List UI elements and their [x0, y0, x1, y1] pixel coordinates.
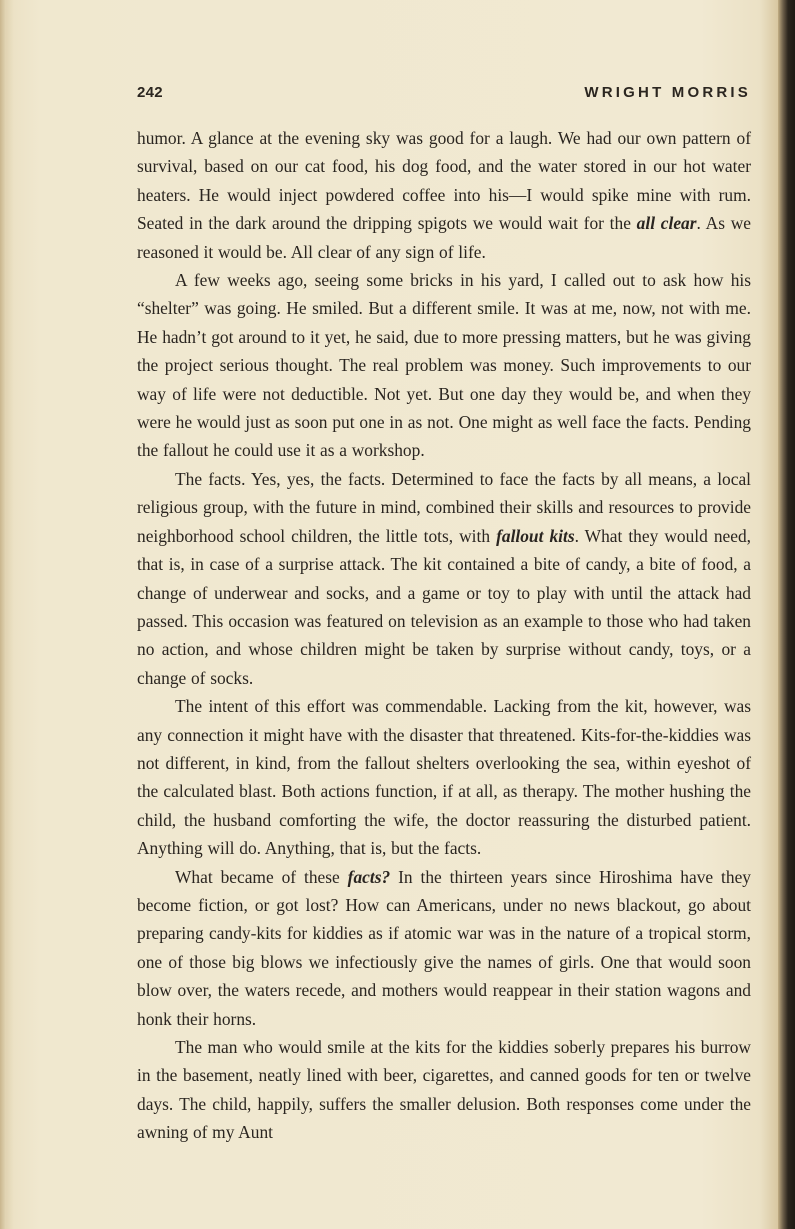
paragraph-1-text-a: humor. A glance at the evening sky was good for a laugh. We had our own pattern of survival, based on our cat food, his dog food, and the water stored in our hot water heaters. He would inject powdered coffee into his—I would spike mine with rum. Seated in the dark around the dripping spigots we would wait for the: [137, 128, 751, 234]
paragraph-1-emphasis: all clear: [636, 213, 697, 234]
paragraph-1: [137, 124, 751, 266]
body-text: [137, 124, 751, 1147]
running-head-author: WRIGHT MORRIS: [584, 84, 751, 101]
page-number: 242: [137, 84, 163, 101]
page-edge-shadow: [778, 0, 795, 1229]
paragraph-6: [137, 1033, 751, 1147]
paragraph-2: [137, 266, 751, 465]
paragraph-5: [137, 863, 751, 1033]
page-gutter: [0, 0, 6, 1229]
paragraph-5-emphasis: facts?: [347, 866, 391, 887]
paragraph-4: [137, 692, 751, 862]
paragraph-2-text: A few weeks ago, seeing some bricks in his yard, I called out to ask how his “shelter” was going. He smiled. But a different smile. It was at me, now, not with me. He hadn’t got around to it yet, he said, due to more pressing matters, but he was giving the project serious thought. The real problem was money. Such improvements to our way of life were not deductible. Not yet. But one day they would be, and when they were he would just as soon put one in as not. One might as well face the facts. Pending the fallout he could use it as a workshop.: [137, 270, 751, 461]
paragraph-5-text-a: What became of these: [175, 866, 348, 887]
page-header: [137, 84, 751, 106]
paragraph-3-text-b: . What they would need, that is, in case of a surprise attack. The kit contained a bite of candy, a bite of food, a change of underwear and socks, and a game or toy to play with until the attack had passed. This occasion was featured on television as an example to those who had taken no action, and whose children might be taken by surprise without candy, toys, or a change of socks.: [137, 525, 752, 688]
paragraph-3: [137, 465, 751, 692]
paragraph-4-text: The intent of this effort was commendable. Lacking from the kit, however, was any connection it might have with the disaster that threatened. Kits-for-the-kiddies was not different, in kind, from the fallout shelters overlooking the sea, within eyeshot of the calculated blast. Both actions function, if at all, as therapy. The mother hushing the child, the husband comforting the wife, the doctor reassuring the disturbed patient. Anything will do. Anything, that is, but the facts.: [137, 696, 751, 859]
paragraph-5-text-b: In the thirteen years since Hiroshima have they become fiction, or got lost? How can Americans, under no news blackout, go about preparing candy-kits for kiddies as if atomic war was in the nature of a tropical storm, one of those big blows we infectiously give the names of girls. One that would soon blow over, the waters recede, and mothers would reappear in their station wagons and honk their horns.: [137, 866, 751, 1029]
paragraph-1-text-b: . As we reasoned it would be. All clear of any sign of life.: [137, 213, 751, 262]
paragraph-3-emphasis: fallout kits: [496, 525, 575, 546]
paragraph-6-text: The man who would smile at the kits for the kiddies soberly prepares his burrow in the basement, neatly lined with beer, cigarettes, and canned goods for ten or twelve days. The child, happily, suffers the smaller delusion. Both responses come under the awning of my Aunt: [137, 1037, 751, 1143]
paragraph-3-text-a: The facts. Yes, yes, the facts. Determined to face the facts by all means, a local religious group, with the future in mind, combined their skills and resources to provide neighborhood school children, the little tots, with: [137, 468, 751, 546]
